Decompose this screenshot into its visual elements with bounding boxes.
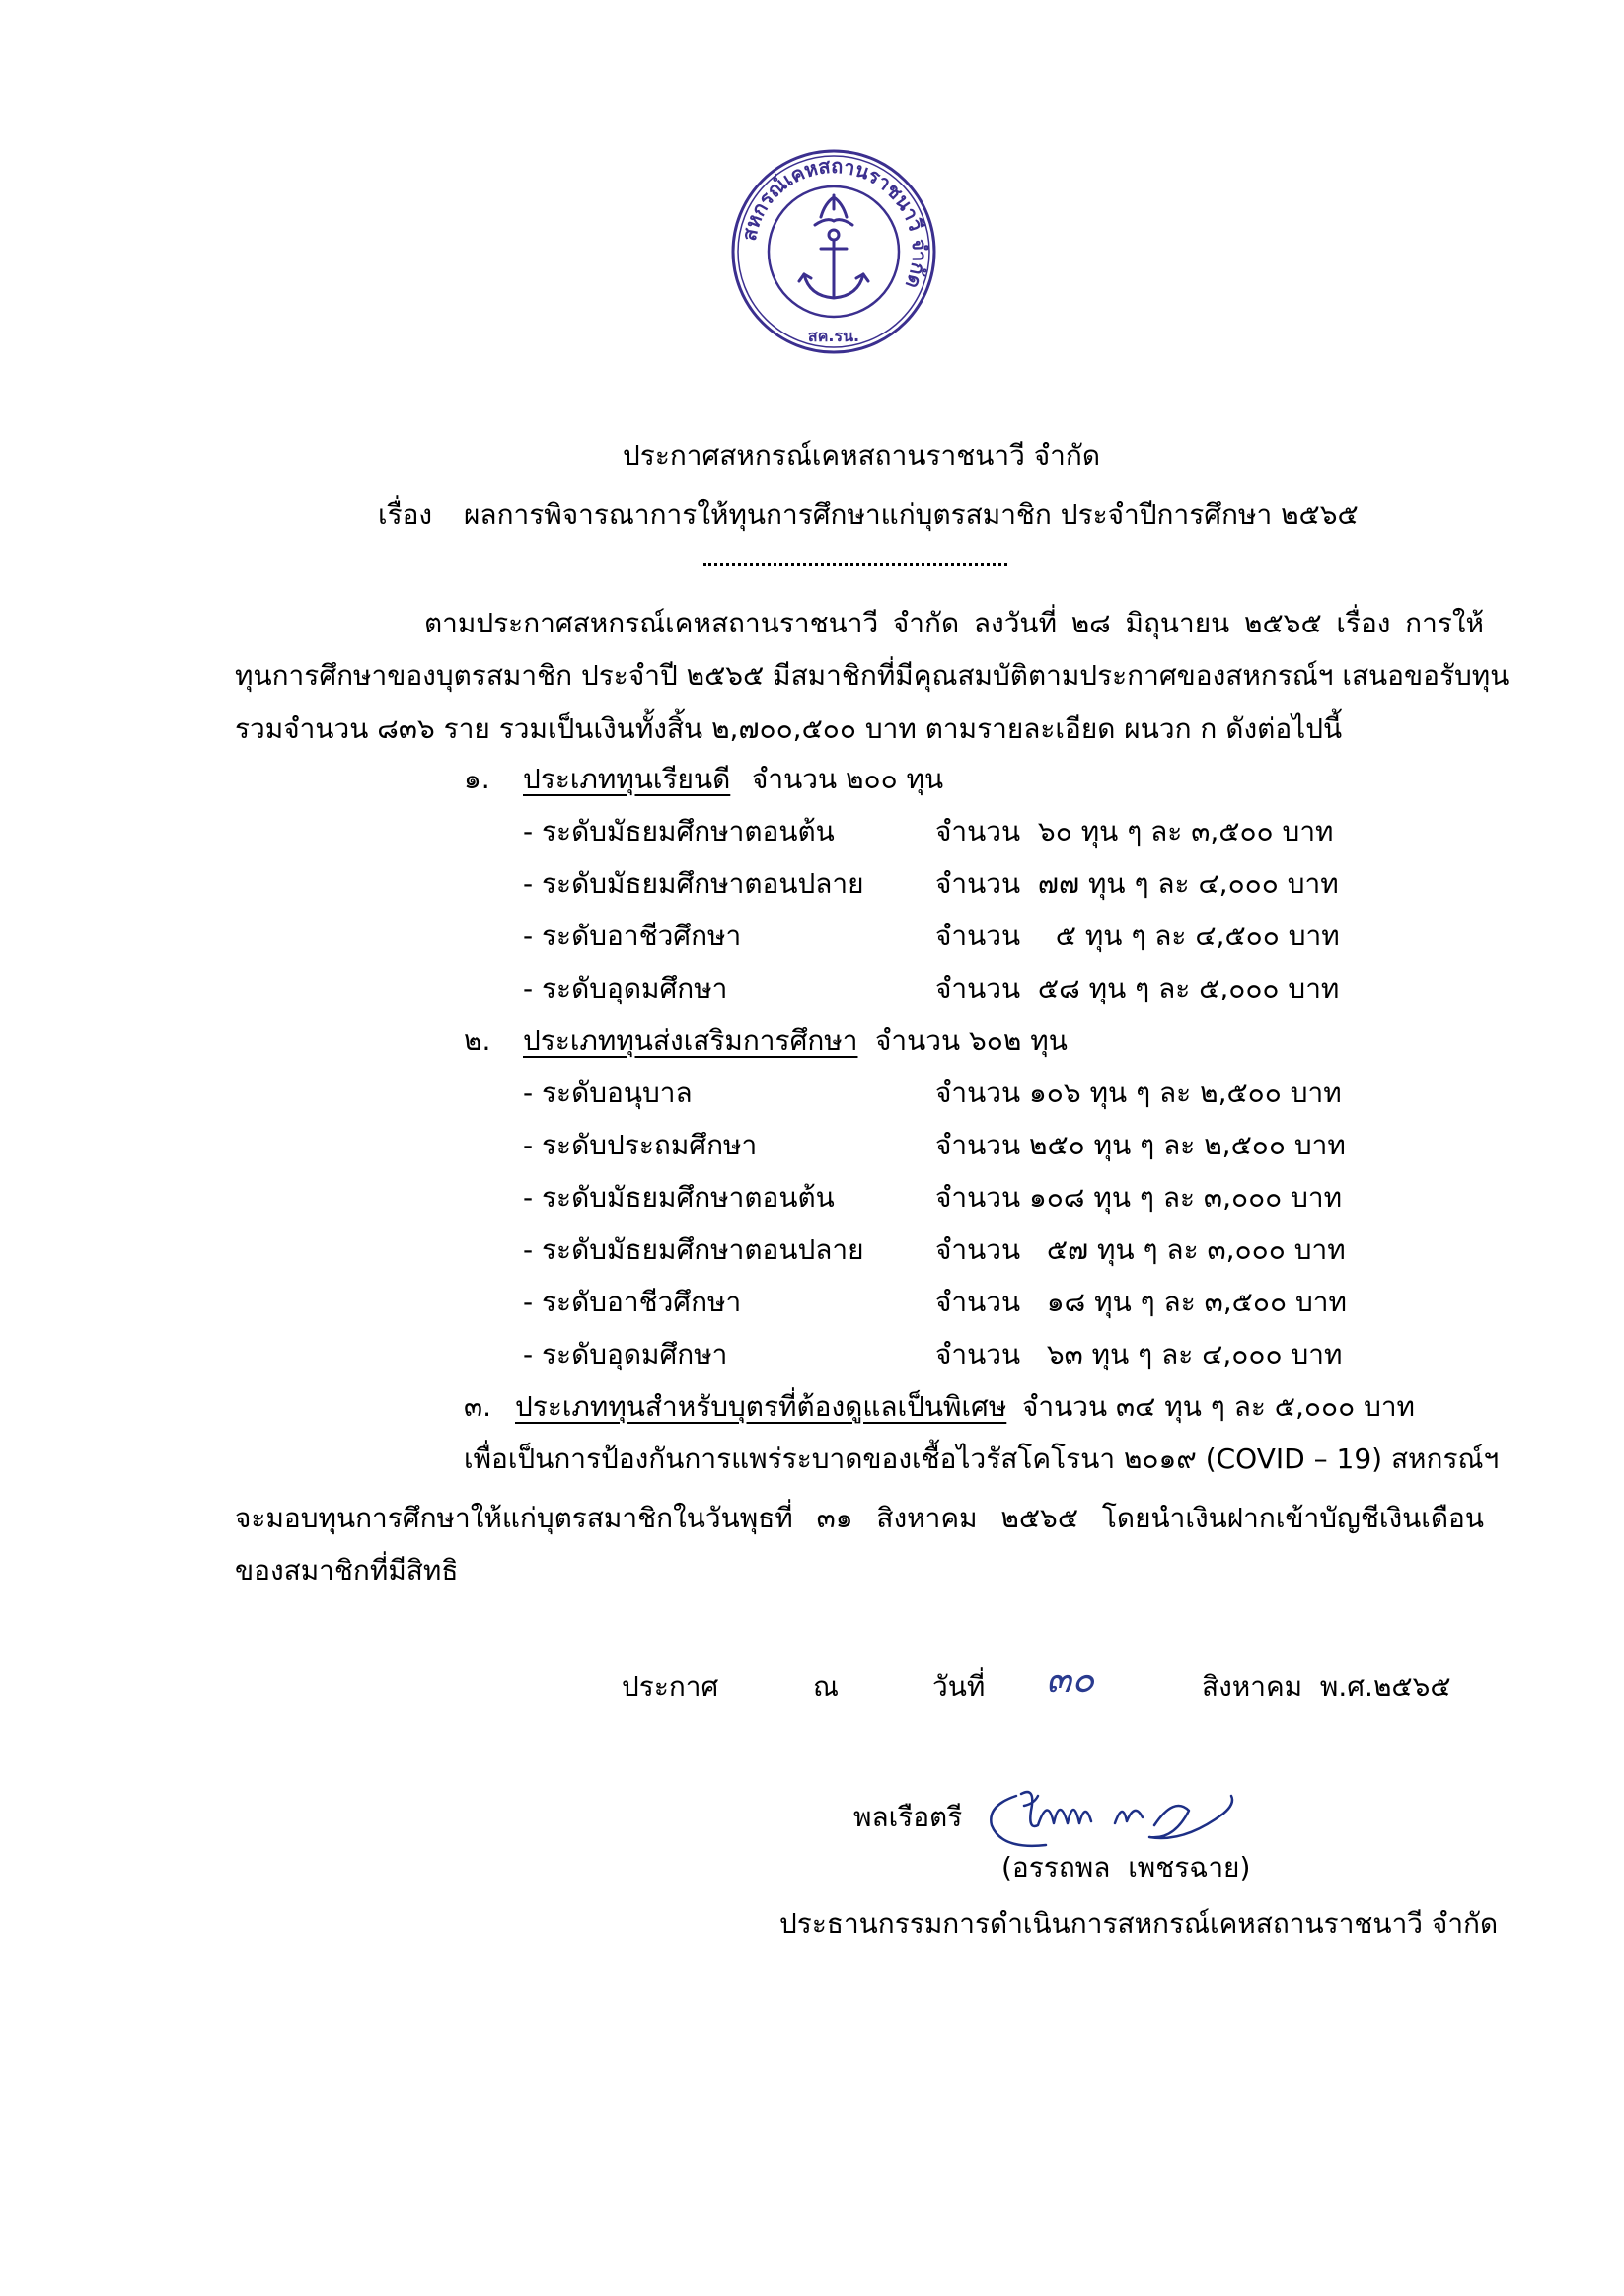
- section2-row-detail: จำนวน ๑๘ ทุน ๆ ละ ๓,๕๐๐ บาท: [935, 1286, 1347, 1318]
- section2-row-detail: จำนวน ๕๗ ทุน ๆ ละ ๓,๐๐๐ บาท: [935, 1233, 1346, 1266]
- dateline-day-label: วันที่: [932, 1670, 986, 1703]
- closing-line-3: ของสมาชิกที่มีสิทธิ: [235, 1554, 459, 1587]
- intro-line-1: ตามประกาศสหกรณ์เคหสถานราชนาวี จำกัด ลงวันที่ ๒๘ มิถุนายน ๒๕๖๕ เรื่อง การให้: [424, 607, 1484, 639]
- section3-detail: จำนวน ๓๔ ทุน ๆ ละ ๕,๐๐๐ บาท: [1022, 1390, 1416, 1423]
- section2-row-level: - ระดับประถมศึกษา: [523, 1129, 758, 1161]
- section1-row-level: - ระดับอาชีวศึกษา: [523, 920, 742, 952]
- section3-number: ๓.: [464, 1390, 492, 1423]
- section1-row-level: - ระดับมัธยมศึกษาตอนปลาย: [523, 867, 864, 900]
- dateline-at: ณ: [813, 1670, 839, 1703]
- title-divider: [703, 563, 1007, 566]
- intro-line-3: รวมจำนวน ๘๓๖ ราย รวมเป็นเงินทั้งสิ้น ๒,๗๐๐,๕๐๐ บาท ตามรายละเอียด ผนวก ก ดังต่อไปนี้: [235, 712, 1343, 745]
- section2-count: จำนวน ๖๐๒ ทุน: [875, 1024, 1068, 1057]
- subject-text: ผลการพิจารณาการให้ทุนการศึกษาแก่บุตรสมาชิก ประจำปีการศึกษา ๒๕๖๕: [464, 498, 1359, 531]
- seal-bottom-text: สค.รน.: [807, 327, 860, 345]
- signer-position: ประธานกรรมการดำเนินการสหกรณ์เคหสถานราชนาวี จำกัด: [779, 1907, 1499, 1940]
- section1-number: ๑.: [464, 763, 490, 795]
- section1-row-level: - ระดับมัธยมศึกษาตอนต้น: [523, 815, 835, 848]
- intro-line-2: ทุนการศึกษาของบุตรสมาชิก ประจำปี ๒๕๖๕ มีสมาชิกที่มีคุณสมบัติตามประกาศของสหกรณ์ฯ เสนอขอรับทุน: [235, 659, 1510, 692]
- section1-row-detail: จำนวน ๕๘ ทุน ๆ ละ ๕,๐๐๐ บาท: [935, 972, 1340, 1004]
- section2-row-level: - ระดับอาชีวศึกษา: [523, 1286, 742, 1318]
- anchor-icon: [799, 195, 868, 298]
- dateline-month-year: สิงหาคม พ.ศ.๒๕๖๕: [1202, 1670, 1451, 1703]
- closing-line-1: เพื่อเป็นการป้องกันการแพร่ระบาดของเชื้อไวรัสโคโรนา ๒๐๑๙ (COVID – 19) สหกรณ์ฯ: [464, 1443, 1500, 1475]
- section2-row-level: - ระดับอุดมศึกษา: [523, 1338, 728, 1370]
- section1-row-detail: จำนวน ๗๗ ทุน ๆ ละ ๔,๐๐๐ บาท: [935, 867, 1339, 900]
- section2-row-detail: จำนวน ๑๐๘ ทุน ๆ ละ ๓,๐๐๐ บาท: [935, 1181, 1343, 1214]
- section1-title: ประเภททุนเรียนดี: [523, 763, 731, 795]
- section2-row-level: - ระดับอนุบาล: [523, 1076, 693, 1109]
- section2-number: ๒.: [464, 1024, 491, 1057]
- section3-title: ประเภททุนสำหรับบุตรที่ต้องดูแลเป็นพิเศษ: [515, 1390, 1007, 1423]
- signer-rank: พลเรือตรี: [853, 1801, 963, 1833]
- section2-row-level: - ระดับมัธยมศึกษาตอนปลาย: [523, 1233, 864, 1266]
- section1-row-detail: จำนวน ๖๐ ทุน ๆ ละ ๓,๕๐๐ บาท: [935, 815, 1334, 848]
- section2-row-level: - ระดับมัธยมศึกษาตอนต้น: [523, 1181, 835, 1214]
- section1-count: จำนวน ๒๐๐ ทุน: [752, 763, 944, 795]
- section2-title: ประเภททุนส่งเสริมการศึกษา: [523, 1024, 858, 1057]
- signer-name: (อรรถพล เพชรฉาย): [1001, 1851, 1251, 1884]
- section1-row-detail: จำนวน ๕ ทุน ๆ ละ ๔,๕๐๐ บาท: [935, 920, 1340, 952]
- handwritten-day: ๓๐: [1046, 1658, 1095, 1701]
- section1-row-level: - ระดับอุดมศึกษา: [523, 972, 728, 1004]
- page-title: ประกาศสหกรณ์เคหสถานราชนาวี จำกัด: [623, 439, 1100, 472]
- closing-line-2: จะมอบทุนการศึกษาให้แก่บุตรสมาชิกในวันพุธที่ ๓๑ สิงหาคม ๒๕๖๕ โดยนำเงินฝากเข้าบัญชีเงินเดือน: [235, 1502, 1484, 1534]
- dateline-announce: ประกาศ: [622, 1670, 719, 1703]
- seal-ring-text: สหกรณ์เคหสถานราชนาวี จำกัด: [736, 153, 932, 293]
- section2-row-detail: จำนวน ๒๕๐ ทุน ๆ ละ ๒,๕๐๐ บาท: [935, 1129, 1346, 1161]
- section2-row-detail: จำนวน ๖๓ ทุน ๆ ละ ๔,๐๐๐ บาท: [935, 1338, 1343, 1370]
- subject-label: เรื่อง: [378, 498, 433, 531]
- section2-row-detail: จำนวน ๑๐๖ ทุน ๆ ละ ๒,๕๐๐ บาท: [935, 1076, 1342, 1109]
- cooperative-seal: [730, 148, 937, 355]
